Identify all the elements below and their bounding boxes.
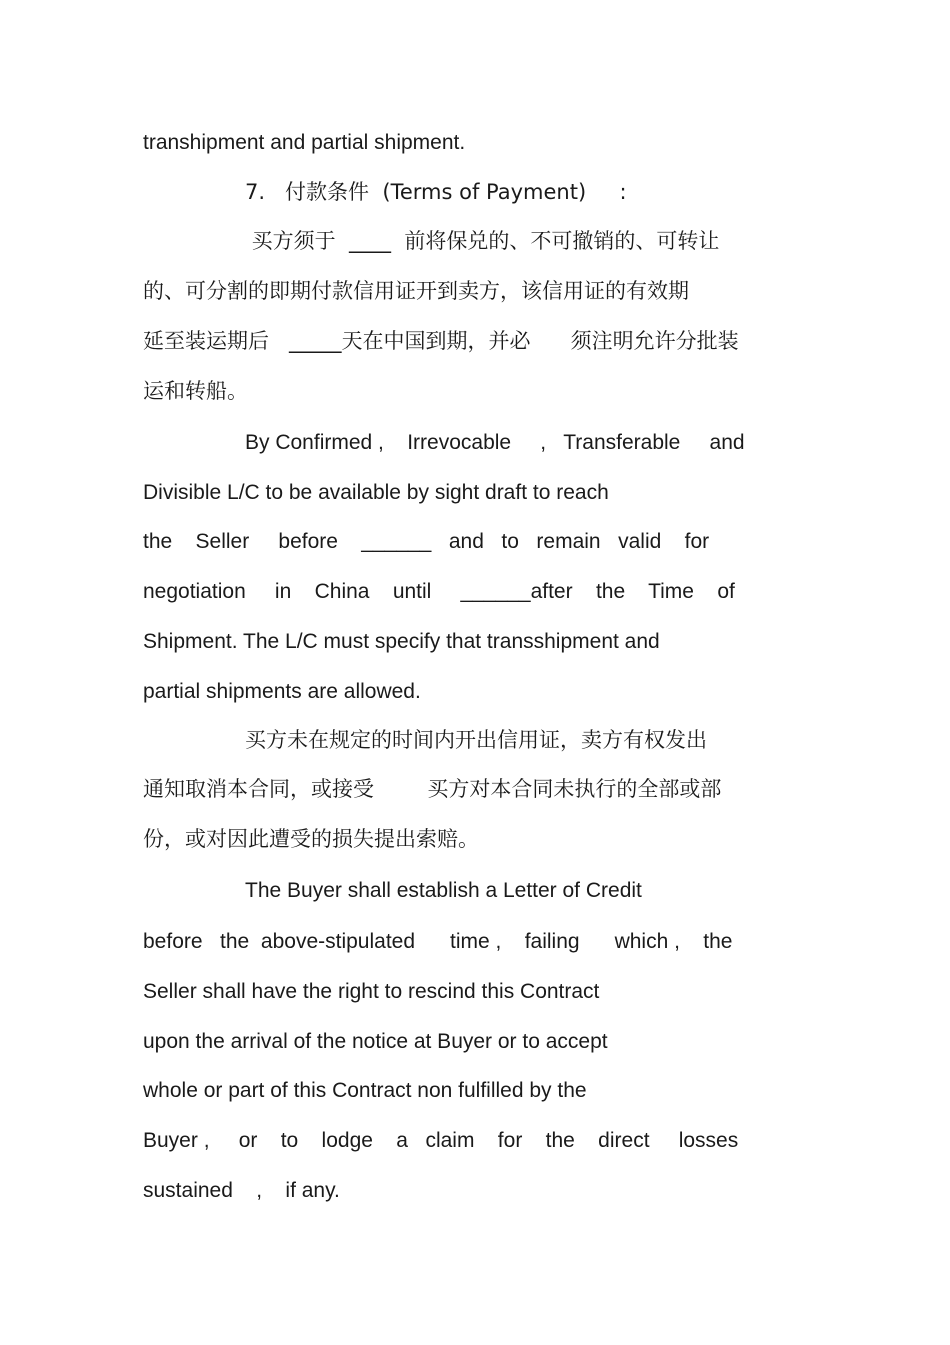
text-line-3: 买方须于 ____ 前将保兑的、不可撤销的、可转让 [245, 229, 720, 253]
section-heading-payment-terms: 7. 付款条件 (Terms of Payment) : [245, 180, 627, 204]
text-line-21: Buyer , or to lodge a claim for the direct losses [143, 1129, 739, 1152]
text-line-7: By Confirmed , Irrevocable , Transferable and [245, 431, 745, 454]
text-line-5: 延至装运期后 _____天在中国到期，并必 须注明允许分批装 [143, 329, 739, 353]
text-line-9: the Seller before ______ and to remain valid for [143, 530, 710, 553]
text-line-13: 买方未在规定的时间内开出信用证，卖方有权发出 [245, 728, 707, 752]
text-line-15: 份，或对因此遭受的损失提出索赔。 [143, 827, 479, 851]
text-line-10: negotiation in China until ______after the Time of [143, 580, 735, 603]
text-line-12: partial shipments are allowed. [143, 680, 421, 703]
text-line-11: Shipment. The L/C must specify that transshipment and [143, 630, 660, 653]
text-line-16: The Buyer shall establish a Letter of Credit [245, 879, 642, 902]
text-line-17: before the above-stipulated time , failing which , the [143, 930, 733, 953]
text-line-1: transhipment and partial shipment. [143, 131, 466, 154]
text-line-18: Seller shall have the right to rescind this Contract [143, 980, 600, 1003]
text-line-14: 通知取消本合同，或接受 买方对本合同未执行的全部或部 [143, 777, 722, 801]
text-line-4: 的、可分割的即期付款信用证开到卖方，该信用证的有效期 [143, 279, 689, 303]
text-line-19: upon the arrival of the notice at Buyer or to accept [143, 1030, 608, 1053]
text-line-22: sustained , if any. [143, 1179, 340, 1202]
text-line-20: whole or part of this Contract non fulfilled by the [143, 1079, 587, 1102]
text-line-6: 运和转船。 [143, 379, 248, 403]
text-line-8: Divisible L/C to be available by sight draft to reach [143, 481, 609, 504]
